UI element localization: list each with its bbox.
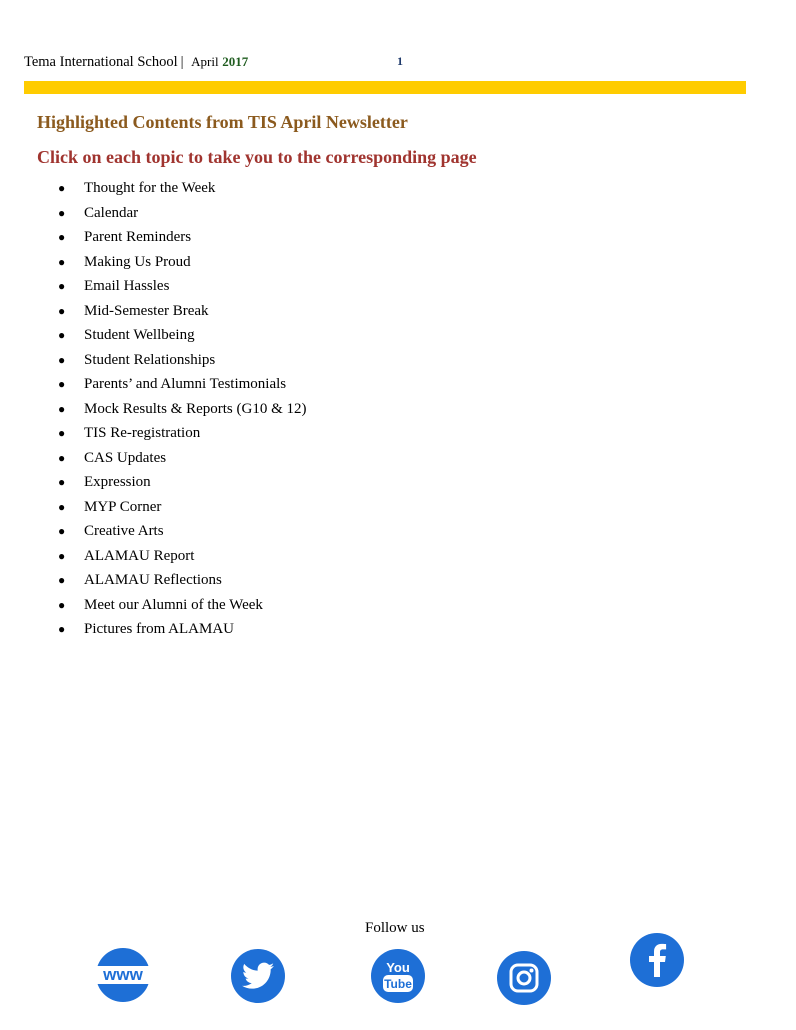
bullet: ● [58, 475, 66, 489]
twitter-icon[interactable] [231, 949, 285, 1003]
topic-label[interactable]: Expression [84, 474, 151, 490]
topic-label[interactable]: Parent Reminders [84, 229, 192, 245]
bullet: ● [58, 328, 66, 342]
www-icon-text: www [103, 965, 143, 984]
topic-label[interactable]: Mock Results & Reports (G10 & 12) [84, 400, 307, 417]
bullet: ● [58, 230, 66, 244]
topic-link[interactable] [58, 252, 307, 277]
bullet: ● [58, 450, 66, 465]
topic-link[interactable] [58, 546, 307, 571]
bullet: ● [58, 426, 66, 440]
facebook-icon[interactable] [630, 933, 684, 987]
topic-label[interactable]: Pictures from ALAMAU [84, 621, 234, 637]
bullet: ● [58, 573, 66, 587]
bullet: ● [58, 303, 66, 318]
bullet: ● [58, 597, 66, 612]
youtube-icon-text-bottom: Tube [384, 977, 412, 991]
header-accent-bar [24, 81, 746, 94]
topic-label[interactable]: MYP Corner [84, 498, 162, 515]
bullet: ● [58, 622, 66, 636]
topic-label[interactable]: Email Hassles [84, 278, 170, 294]
topic-link[interactable] [58, 227, 307, 252]
topic-label[interactable]: Mid-Semester Break [84, 302, 209, 319]
topic-link[interactable] [58, 276, 307, 301]
bullet: ● [58, 499, 66, 514]
page-subtitle: Click on each topic to take you to the corresponding page [37, 147, 477, 167]
topic-label[interactable]: ALAMAU Reflections [84, 572, 222, 588]
topic-link[interactable] [58, 472, 307, 497]
topic-label[interactable]: CAS Updates [84, 449, 167, 466]
page-header [24, 54, 248, 71]
header-year: 2017 [222, 54, 249, 69]
youtube-icon-graphic [371, 949, 425, 1003]
topic-link[interactable] [58, 203, 307, 228]
bullet: ● [58, 377, 66, 391]
topic-label[interactable]: Student Relationships [84, 351, 216, 368]
topic-link[interactable] [58, 374, 307, 399]
topic-link[interactable] [58, 399, 307, 424]
topic-label[interactable]: TIS Re-registration [84, 425, 201, 441]
topic-link[interactable] [58, 301, 307, 326]
topic-link[interactable] [58, 570, 307, 595]
topic-label[interactable]: Student Wellbeing [84, 327, 195, 343]
bullet: ● [58, 205, 66, 220]
topic-label[interactable]: Creative Arts [84, 523, 164, 539]
topic-link[interactable] [58, 423, 307, 448]
page-number: 1 [397, 54, 403, 68]
topic-link[interactable] [58, 325, 307, 350]
facebook-f-graphic [647, 943, 667, 977]
bullet: ● [58, 524, 66, 538]
topic-link[interactable] [58, 448, 307, 473]
topic-link[interactable] [58, 178, 307, 203]
header-separator: | [180, 54, 184, 70]
bullet: ● [58, 279, 66, 293]
youtube-icon-text-top: You [386, 960, 410, 975]
twitter-bird-graphic [242, 962, 274, 990]
bullet: ● [58, 548, 66, 563]
topic-label[interactable]: Thought for the Week [84, 180, 216, 196]
topic-link[interactable] [58, 619, 307, 644]
topic-label[interactable]: Making Us Proud [84, 253, 191, 270]
page-title: Highlighted Contents from TIS April Newsletter [37, 112, 408, 132]
topic-link[interactable] [58, 595, 307, 620]
bullet: ● [58, 181, 66, 195]
instagram-camera-graphic [509, 963, 539, 993]
topic-label[interactable]: ALAMAU Report [84, 547, 195, 564]
topic-list [58, 178, 307, 644]
topic-label[interactable]: Calendar [84, 204, 139, 221]
follow-us-label: Follow us [365, 920, 425, 936]
youtube-icon[interactable] [371, 949, 425, 1003]
topic-link[interactable] [58, 497, 307, 522]
www-icon[interactable] [96, 948, 150, 1002]
topic-link[interactable] [58, 521, 307, 546]
topic-label[interactable]: Meet our Alumni of the Week [84, 596, 263, 613]
header-month: April [191, 54, 219, 69]
www-icon-graphic [96, 948, 150, 1002]
topic-link[interactable] [58, 350, 307, 375]
bullet: ● [58, 254, 66, 269]
instagram-icon[interactable] [497, 951, 551, 1005]
bullet: ● [58, 352, 66, 367]
bullet: ● [58, 401, 66, 416]
topic-label[interactable]: Parents’ and Alumni Testimonials [84, 376, 287, 392]
school-name: Tema International School [24, 54, 178, 70]
